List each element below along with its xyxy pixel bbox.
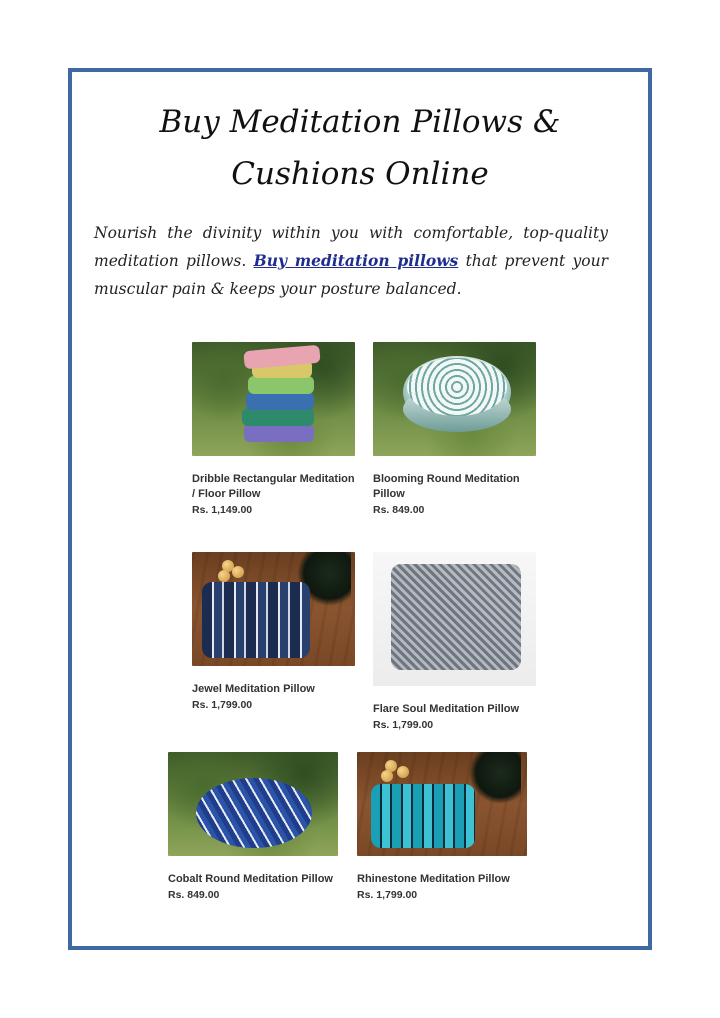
product-name[interactable]: Cobalt Round Meditation Pillow	[168, 873, 333, 885]
intro-text-after: that prevent your muscular pain & keeps your posture balanced.	[94, 252, 608, 298]
product-card-blooming[interactable]	[373, 342, 541, 518]
product-price: Rs. 849.00	[373, 504, 425, 516]
product-card-dribble[interactable]	[192, 342, 360, 518]
product-image-flare-soul[interactable]	[373, 552, 536, 686]
product-card-flare-soul[interactable]	[373, 552, 541, 733]
product-price: Rs. 1,799.00	[192, 699, 253, 711]
product-name[interactable]: Dribble Rectangular Meditation / Floor Pillow	[192, 473, 355, 500]
product-name[interactable]: Blooming Round Meditation Pillow	[373, 473, 520, 500]
product-price: Rs. 1,799.00	[373, 719, 434, 731]
product-name[interactable]: Jewel Meditation Pillow	[192, 683, 315, 695]
product-image-rhinestone[interactable]	[357, 752, 527, 856]
product-card-jewel[interactable]	[192, 552, 360, 713]
product-image-blooming[interactable]	[373, 342, 536, 456]
product-image-cobalt[interactable]	[168, 752, 338, 856]
product-price: Rs. 1,149.00	[192, 504, 253, 516]
product-image-dribble[interactable]	[192, 342, 355, 456]
product-price: Rs. 1,799.00	[357, 889, 418, 901]
product-card-cobalt[interactable]	[168, 752, 336, 903]
document-frame	[68, 68, 652, 950]
product-name[interactable]: Rhinestone Meditation Pillow	[357, 873, 510, 885]
product-image-jewel[interactable]	[192, 552, 355, 666]
product-card-rhinestone[interactable]	[357, 752, 525, 903]
page-title: Buy Meditation Pillows & Cushions Online	[159, 104, 561, 192]
intro-text-before: Nourish the divinity within you with comfortable, top-quality meditation pillows.	[94, 224, 608, 270]
intro-paragraph	[94, 219, 608, 303]
product-price: Rs. 849.00	[168, 889, 220, 901]
buy-meditation-pillows-link[interactable]: Buy meditation pillows	[253, 251, 459, 270]
product-name[interactable]: Flare Soul Meditation Pillow	[373, 703, 520, 715]
